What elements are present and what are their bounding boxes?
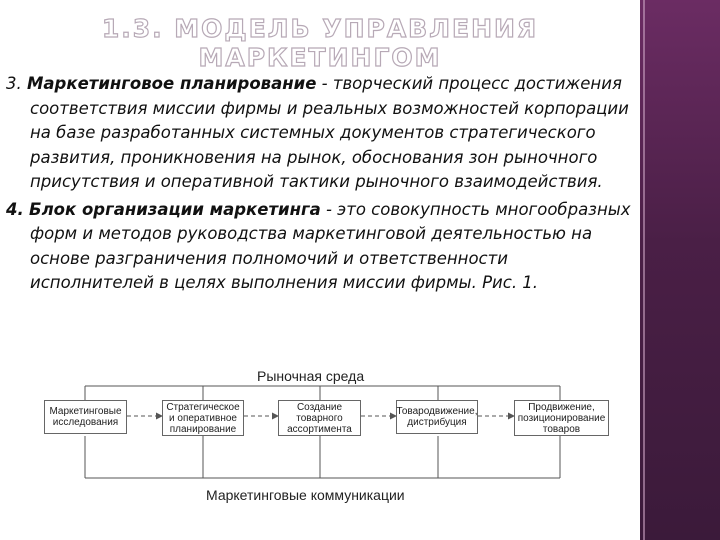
decorative-side-bar	[640, 0, 720, 540]
paragraph-term: Блок организации маркетинга	[29, 199, 321, 219]
paragraph-text: - творческий процесс достижения соответствия миссии фирмы и реальных возможностей корпорации на базе разработанных системных документов стратегического развития, проникновения на рынок, обоснования зон рыночного присутствия и оперативной тактики рыночного взаимодействия.	[30, 74, 629, 191]
paragraph-number: 4.	[6, 199, 24, 219]
box-planning: Стратегическое и оперативное планирование	[162, 400, 244, 436]
paragraph-number: 3.	[6, 74, 22, 93]
paragraph-text: - это совокупность многообразных форм и методов руководства маркетинговой деятельностью на основе разграничения полномочий и ответственности исполнителей в целях выполнения миссии фирмы. Рис. 1.	[30, 199, 631, 292]
decorative-side-line	[643, 0, 645, 540]
paragraph-term: Маркетинговое планирование	[27, 74, 317, 93]
box-distribution: Товародвижение, дистрибуция	[396, 400, 478, 434]
slide-title: 1.3. МОДЕЛЬ УПРАВЛЕНИЯ МАРКЕТИНГОМ	[101, 14, 539, 72]
market-environment-label: Рыночная среда	[257, 368, 365, 384]
box-marketing-research: Маркетинговые исследования	[44, 400, 127, 434]
market-environment-frame	[85, 386, 560, 400]
box-promotion: Продвижение, позиционирование товаров	[514, 400, 609, 436]
communications-label: Маркетинговые коммуникации	[206, 487, 405, 503]
communications-frame	[85, 436, 560, 478]
box-assortment: Создание товарного ассортимента	[278, 400, 361, 436]
